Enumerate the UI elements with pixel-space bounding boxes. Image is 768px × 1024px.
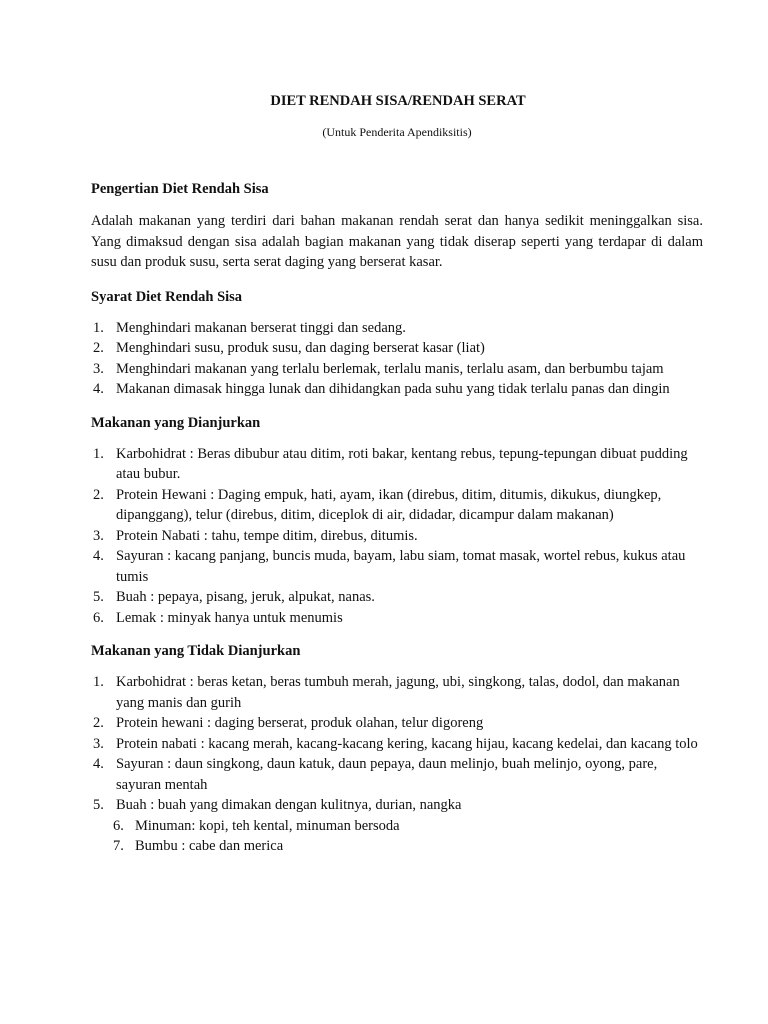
list-item	[91, 734, 703, 755]
section-heading-pengertian: Pengertian Diet Rendah Sisa	[91, 181, 269, 197]
list-item	[91, 359, 703, 380]
list-item	[91, 318, 703, 339]
list-number: 1.	[93, 674, 104, 690]
list-item	[91, 526, 703, 547]
list-item	[91, 608, 703, 629]
list-item	[91, 587, 703, 608]
list-item	[91, 485, 703, 526]
list-number: 6.	[113, 817, 124, 834]
document-subtitle: (Untuk Penderita Apendiksitis)	[322, 125, 472, 139]
list-number: 2.	[93, 340, 104, 356]
list-number: 4.	[93, 381, 104, 397]
list-text: Makanan dimasak hingga lunak dan dihidangkan pada suhu yang tidak terlalu panas dan dingin	[116, 381, 670, 397]
list-text: Karbohidrat : Beras dibubur atau ditim, roti bakar, kentang rebus, tepung-tepungan dibuat pudding atau bubur.	[116, 445, 688, 482]
document-title: DIET RENDAH SISA/RENDAH SERAT	[270, 93, 526, 109]
list-item	[91, 816, 703, 837]
list-number: 5.	[93, 797, 104, 813]
list-item	[91, 672, 703, 713]
list-number: 1.	[93, 445, 104, 462]
list-item	[91, 379, 703, 400]
list-text: Protein Hewani : Daging empuk, hati, ayam, ikan (direbus, ditim, ditumis, dikukus, diungkep, dipanggang), telur (direbus, ditim, diceplok di air, didadar, dicampur dalam makanan)	[116, 486, 662, 523]
list-text: Menghindari makanan yang terlalu berlemak, terlalu manis, terlalu asam, dan berbumbu tajam	[116, 360, 664, 377]
list-text: Menghindari susu, produk susu, dan daging berserat kasar (liat)	[116, 340, 485, 356]
tidak-dianjurkan-list	[91, 672, 703, 857]
list-number: 6.	[93, 609, 104, 626]
paragraph-pengertian: Adalah makanan yang terdiri dari bahan makanan rendah serat dan hanya sedikit meninggalkan sisa. Yang dimaksud dengan sisa adalah bagian makanan yang tidak diserap seperti yang terdapar di dalam susu dan produk susu, serta serat daging yang berserat kasar.	[91, 213, 703, 270]
syarat-list	[91, 318, 703, 400]
section-heading-syarat: Syarat Diet Rendah Sisa	[91, 288, 243, 305]
list-text: Menghindari makanan berserat tinggi dan sedang.	[116, 319, 406, 336]
list-text: Sayuran : daun singkong, daun katuk, daun pepaya, daun melinjo, buah melinjo, oyong, pare, sayuran mentah	[116, 756, 658, 793]
list-number: 3.	[93, 527, 104, 544]
list-text: Protein hewani : daging berserat, produk olahan, telur digoreng	[116, 715, 484, 731]
list-number: 1.	[93, 319, 104, 336]
list-text: Bumbu : cabe dan merica	[135, 838, 284, 854]
list-item	[91, 713, 703, 734]
list-item	[91, 754, 703, 795]
section-heading-dianjurkan: Makanan yang Dianjurkan	[91, 414, 261, 431]
list-number: 2.	[93, 715, 104, 731]
list-number: 3.	[93, 735, 104, 752]
list-text: Protein nabati : kacang merah, kacang-kacang kering, kacang hijau, kacang kedelai, dan kacang tolo	[116, 735, 698, 752]
section-heading-tidak-dianjurkan: Makanan yang Tidak Dianjurkan	[91, 643, 301, 659]
list-text: Buah : buah yang dimakan dengan kulitnya, durian, nangka	[116, 797, 462, 813]
list-text: Sayuran : kacang panjang, buncis muda, bayam, labu siam, tomat masak, wortel rebus, kukus atau tumis	[116, 548, 686, 585]
list-number: 4.	[93, 548, 104, 564]
list-text: Karbohidrat : beras ketan, beras tumbuh merah, jagung, ubi, singkong, talas, dodol, dan makanan yang manis dan gurih	[116, 674, 680, 711]
list-text: Minuman: kopi, teh kental, minuman bersoda	[135, 817, 400, 834]
list-number: 3.	[93, 360, 104, 377]
list-text: Buah : pepaya, pisang, jeruk, alpukat, nanas.	[116, 589, 375, 605]
document-page	[91, 92, 703, 857]
list-number: 4.	[93, 756, 104, 772]
list-number: 5.	[93, 589, 104, 605]
list-text: Protein Nabati : tahu, tempe ditim, direbus, ditumis.	[116, 527, 418, 544]
list-item	[91, 546, 703, 587]
list-item	[91, 795, 703, 816]
list-number: 7.	[113, 838, 124, 854]
list-number: 2.	[93, 486, 104, 503]
dianjurkan-list	[91, 444, 703, 629]
list-item	[91, 836, 703, 857]
list-item	[91, 338, 703, 359]
list-text: Lemak : minyak hanya untuk menumis	[116, 609, 343, 626]
list-item	[91, 444, 703, 485]
